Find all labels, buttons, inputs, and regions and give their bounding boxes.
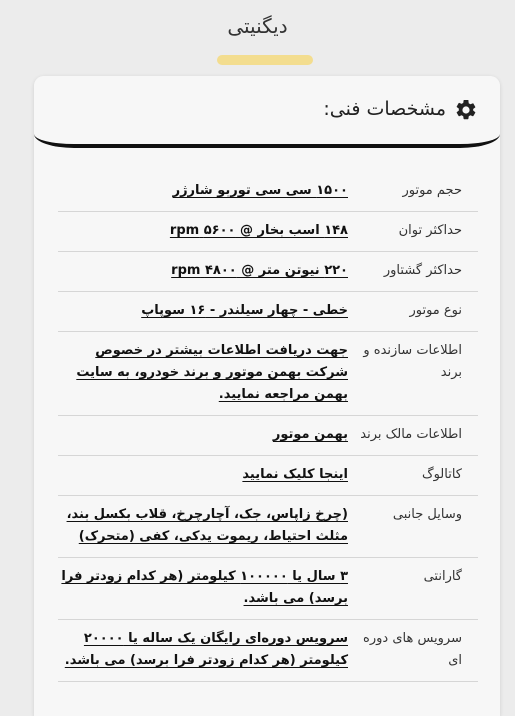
table-row: [58, 496, 478, 558]
spec-label: وسایل جانبی: [392, 507, 462, 522]
spec-label: اطلاعات مالک برند: [360, 427, 462, 442]
card-header: [34, 76, 500, 148]
gear-icon: [454, 98, 478, 122]
brand-owner-link[interactable]: بهمن موتور: [272, 427, 348, 442]
manufacturer-info-link[interactable]: جهت دریافت اطلاعات بیشتر در خصوص شرکت بهمن موتور و برند خودرو، به سایت بهمن مراجعه نمایید.: [76, 343, 348, 402]
spec-label: حداکثر گشتاور: [383, 263, 462, 278]
specs-table: [58, 172, 478, 682]
spec-label: اطلاعات سازنده و برند: [363, 343, 462, 380]
page-title: دیگنیتی: [227, 14, 288, 38]
spec-label: کاتالوگ: [421, 467, 462, 482]
spec-label: حجم موتور: [402, 183, 462, 198]
spec-value: ۱۴۸ اسب بخار @ ۵۶۰۰ rpm: [169, 223, 348, 238]
table-row: [58, 332, 478, 416]
section-title: مشخصات فنی:: [323, 98, 446, 120]
table-row: [58, 252, 478, 292]
table-row: [58, 212, 478, 252]
table-row: [58, 416, 478, 456]
spec-value: ۲۲۰ نیوتن متر @ ۴۸۰۰ rpm: [171, 263, 348, 278]
spec-label: سرویس های دوره ای: [363, 631, 462, 668]
table-row: [58, 172, 478, 212]
spec-value: سرویس دوره‌ای رایگان یک ساله یا ۲۰۰۰۰ کیلومتر (هر کدام زودتر فرا برسد) می باشد.: [64, 631, 348, 668]
spec-label: نوع موتور: [409, 303, 462, 318]
spec-label: گارانتی: [423, 569, 462, 584]
table-row: [58, 456, 478, 496]
spec-value: ۱۵۰۰ سی سی توربو شارژر: [172, 183, 348, 198]
catalog-link[interactable]: اینجا کلیک نمایید: [242, 467, 348, 482]
spec-value: (چرخ زاپاس، جک، آچارچرخ، قلاب بکسل بند، مثلث احتیاط، ریموت یدکی، کفی (متحرک): [66, 507, 348, 544]
spec-value: خطی - چهار سیلندر - ۱۶ سوپاپ: [141, 303, 348, 318]
table-row: [58, 558, 478, 620]
spec-label: حداکثر توان: [398, 223, 462, 238]
spec-value: ۳ سال یا ۱۰۰۰۰۰ کیلومتر (هر کدام زودتر فرا برسد) می باشد.: [61, 569, 348, 606]
table-row: [58, 292, 478, 332]
title-underline: [217, 55, 313, 65]
table-row: [58, 620, 478, 682]
specs-card: [34, 76, 500, 716]
